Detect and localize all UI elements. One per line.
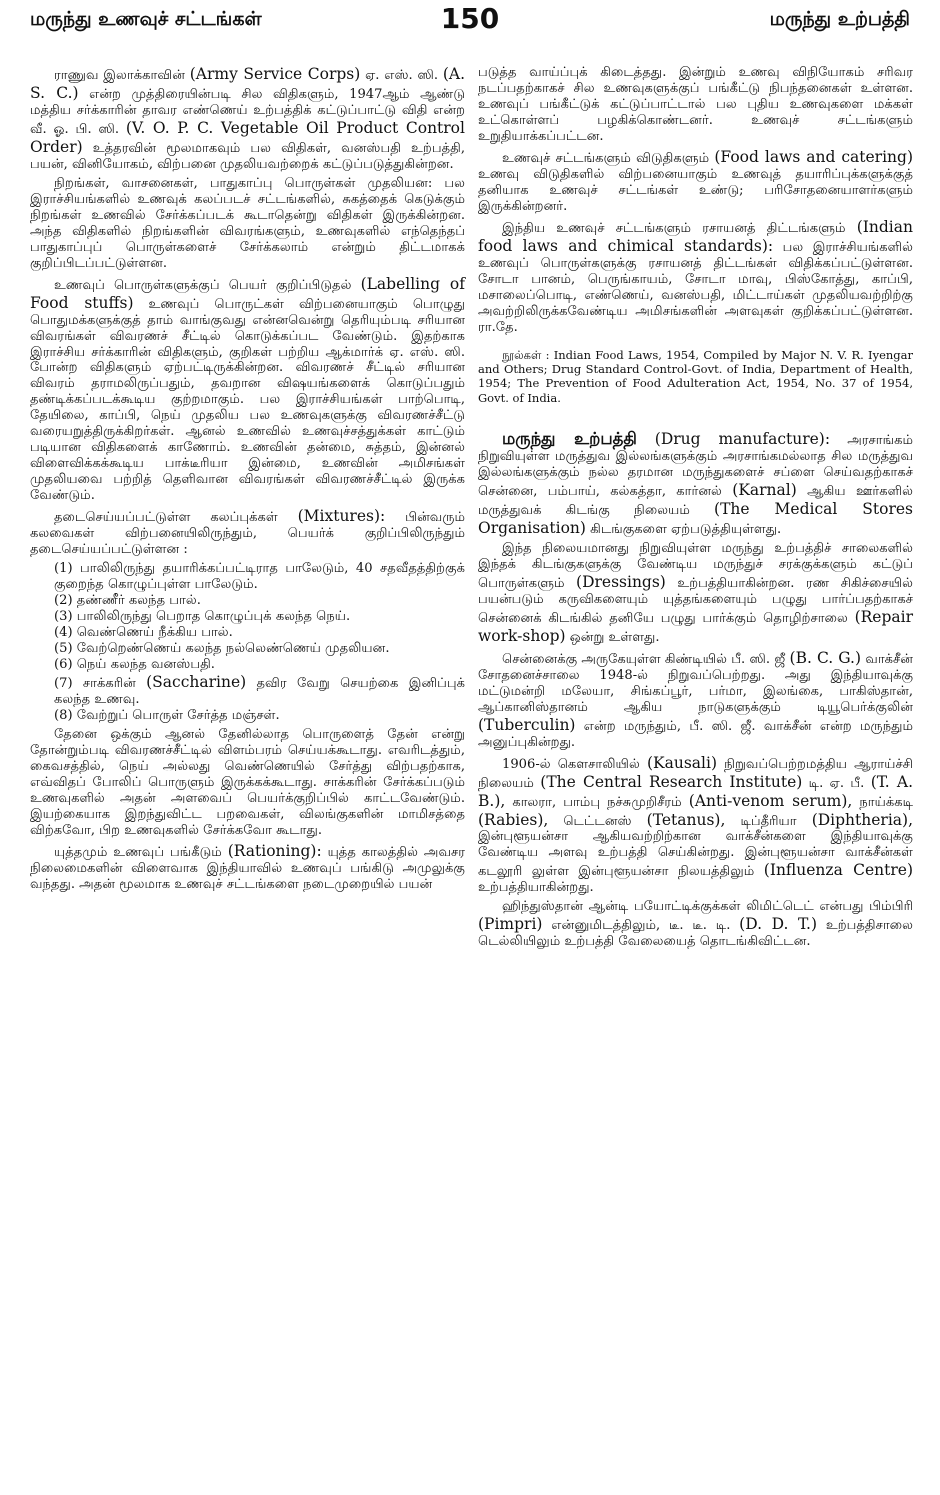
paragraph: ஹிந்துஸ்தான் ஆன்டி பயோட்டிக்குக்கள் லிமிட்டெட் என்பது பிம்பிரி (Pimpri) என்னுமிடத்திலும், டீ. டீ. டி. (D. D. T.) உற்பத்திசாலை டெல்லியிலும் உற்பத்தி வேலையைத் தொடங்கிவிட்டன. bbox=[478, 899, 913, 950]
list-item: (7) சாக்கரின் (Saccharine) தவிர வேறு செயற்கை இனிப்புக் கலந்த உணவு. bbox=[54, 672, 465, 707]
paragraph: தடைசெய்யப்பட்டுள்ள கலப்புக்கள் (Mixtures): பின்வரும் கலவைகள் விற்பனையிலிருந்தும், பெயர்க் குறிப்பிலிருந்தும் தடைசெய்யப்பட்டுள்ளன : bbox=[30, 507, 465, 558]
list-item: (6) நெய் கலந்த வனஸ்பதி. bbox=[54, 656, 215, 672]
page-number: 150 bbox=[440, 2, 500, 35]
right-column bbox=[478, 65, 913, 953]
list-item: (1) பாலிலிருந்து தயாரிக்கப்பட்டிராத பாலேடும், 40 சதவீதத்திற்குக் குறைந்த கொழுப்புள்ள பாலேடும். bbox=[54, 561, 465, 593]
paragraph: ராணுவ இலாக்காவின் (Army Service Corps) ஏ. எஸ். ஸி. (A. S. C.) என்ற முத்திரையின்படி சில விதிகளும், 1947ஆம் ஆண்டு மத்திய சர்க்காரின் தாவர எண்ணெய் உற்பத்திக் கட்டுப்பாட்டு விதி என்ற வீ. ஓ. பி. ஸி. (V. O. P. C. Vegetable Oil Product Control Order) உத்தரவின் மூலமாகவும் பல விதிகள், வனஸ்பதி உற்பத்தி, பயன், வினியோகம், விற்பனை முதலியவற்றைக் கட்டுப்படுத்துகின்றன. bbox=[30, 65, 466, 172]
paragraph: மருந்து உற்பத்தி (Drug manufacture): அரசாங்கம் நிறுவியுள்ள மருத்துவ இல்லங்களுக்கும் அரசாங்கமல்லாத சில மருத்துவ இல்லங்களுக்கும் நல்ல தரமான மருந்துகளைச் சப்ளை செய்வதற்காகச் சென்னை, பம்பாய், கல்கத்தா, கார்னல் (Karnal) ஆகிய ஊர்களில் மருத்துவக் கிடங்கு நிலையம் (The Medical Stores Organisation) கிடங்குகளை ஏற்படுத்தியுள்ளது. bbox=[478, 429, 913, 537]
references: நூல்கள் : Indian Food Laws, 1954, Compiled by Major N. V. R. Iyengar and Others; Drug Standard Control-Govt. of India, Department of Health, 1954; The Prevention of Food Adulteration Act, 1954, No. 37 of 1954, Govt. of India. bbox=[478, 347, 913, 405]
list-item: (2) தண்ணீர் கலந்த பால். bbox=[54, 593, 201, 609]
paragraph: படுத்த வாய்ப்புக் கிடைத்தது. இன்றும் உணவு விநியோகம் சரிவர நடப்பதற்காகச் சில உணவுகளுக்குப் பங்கீட்டு நிபந்தனைகள் உள்ளன. உணவுப் பங்கீட்டுக் கட்டுப்பாட்டால் பல புதிய உணவுகளை மக்கள் உட்கொள்ளப் பழகிக்கொண்டனர். உணவுச் சட்டங்களும் உறுதியாக்கப்பட்டன. bbox=[478, 65, 913, 144]
paragraph: யுத்தமும் உணவுப் பங்கீடும் (Rationing): யுத்த காலத்தில் அவசர நிலைமைகளின் விளைவாக இந்தியாவில் உணவுப் பங்கிடு அமுலுக்கு வந்தது. அதன் மூலமாக உணவுச் சட்டங்களை நடைமுறையில் பயன் bbox=[30, 841, 465, 892]
left-column bbox=[30, 65, 465, 895]
paragraph: உணவுச் சட்டங்களும் விடுதிகளும் (Food laws and catering) உணவு விடுதிகளில் விற்பனையாகும் உணவுத் தயாரிப்புக்களுக்குத் தனியாக உணவுச் சட்டங்கள் உண்டு; பரிசோதனையாளர்களும் இருக்கின்றனர். bbox=[478, 147, 913, 214]
entry-title: மருந்து உற்பத்தி bbox=[502, 429, 637, 448]
list-item: (3) பாலிலிருந்து பெறாத கொழுப்புக் கலந்த நெய். bbox=[54, 609, 351, 624]
page-header bbox=[30, 2, 910, 48]
paragraph: சென்னைக்கு அருகேயுள்ள கிண்டியில் பீ. ஸி. ஜீ (B. C. G.) வாக்சீன் சோதனைச்சாலை 1948-ல் நிறுவப்பெற்றது. அது இந்தியாவுக்கு மட்டுமன்றி மலேயா, சிங்கப்பூர், பர்மா, இலங்கை, பாகிஸ்தான், ஆப்கானிஸ்தானம் ஆகிய நாடுகளுக்கும் டியூபெர்க்குலின் (Tuberculin) என்ற மருந்தும், பீ. ஸி. ஜீ. வாக்சீன் என்ற மருந்தும் அனுப்புகின்றது. bbox=[478, 648, 913, 750]
running-head-left: மருந்து உணவுச் சட்டங்கள் bbox=[30, 8, 262, 30]
paragraph: இந்த நிலையமானது நிறுவியுள்ள மருந்து உற்பத்திச் சாலைகளில் இந்தக் கிடங்குகளுக்கு வேண்டிய மருந்துச் சரக்குக்களும் கட்டுப் பொருள்களும் (Dressings) உற்பத்தியாகின்றன. ரண சிகிச்சையில் பயன்படும் கருவிகளையும் யுத்தங்களையும் பழுது பார்ப்பதற்காகச் சென்னைக் கிடங்கில் தனியே பழுது பார்க்கும் தொழிற்சாலை (Repair work-shop) ஒன்று உள்ளது. bbox=[478, 540, 913, 645]
running-head-right: மருந்து உற்பத்தி bbox=[769, 8, 910, 30]
list-item: (4) வெண்ணெய் நீக்கிய பால். bbox=[54, 624, 233, 640]
paragraph: தேனை ஒக்கும் ஆனல் தேனில்லாத பொருளைத் தேன் என்று தோன்றும்படி விவரணச்சீட்டில் விளம்பரம் செய்யக்கூடாது. எவரிடத்தும், கைவசத்தில், நெய் அல்லது வெண்ணெயில் சேர்த்து விற்பதற்காக, எவ்விதப் போலிப் பொருளும் இருக்கக்கூடாது. சாக்கரின் சேர்க்கப்படும் உணவுகளில் அதன் அளவைப் பெயர்க்குறிப்பில் காட்டவேண்டும். இயற்கையாக இறந்துவிட்ட பறவைகள், விலங்குகளின் மாமிசத்தை விற்கவோ, பிற உணவுகளில் சேர்க்கவோ கூடாது. bbox=[30, 726, 465, 838]
paragraph: நிறங்கள், வாசனைகள், பாதுகாப்பு பொருள்கள் முதலியன: பல இராச்சியங்களில் உணவுக் கலப்படச் சட்டங்களில், சுகத்தைக் கெடுக்கும் நிறங்கள் உணவில் சேர்க்கப்படக் கூடாதென்று விதிகள் இருக்கின்றன. அந்த விதிகளில் நிறங்களின் விவரங்களும், உணவுகளில் எந்தெந்தப் பாதுகாப்புப் பொருள்களைச் சேர்க்கலாம் என்றும் திட்டமாகக் குறிப்பிடப்பட்டுள்ளன. bbox=[30, 175, 465, 271]
list-item: (5) வேற்றெண்ணெய் கலந்த நல்லெண்ணெய் முதலியன. bbox=[54, 640, 390, 656]
list-item: (8) வேற்றுப் பொருள் சேர்த்த மஞ்சள். bbox=[54, 707, 280, 723]
paragraph: இந்திய உணவுச் சட்டங்களும் ரசாயனத் திட்டங்களும் (Indian food laws and chimical standards): பல இராச்சியங்களில் உணவுப் பொருள்களுக்கு ரசாயனத் திட்டங்கள் விதிக்கப்பட்டுள்ளன. சோடா பானம், பெருங்காயம், சோடா மாவு, பிஸ்கோத்து, காப்பி, மசாலைப்பொடி, எண்ணெய், வனஸ்பதி, மிட்டாய்கள் முதலியவற்றிற்கு அவற்றிலிருக்கவேண்டிய அமிசங்களின் அளவுகள் குறிக்கப்பட்டுள்ளன. ரா.தே. bbox=[478, 217, 913, 335]
paragraph: 1906-ல் கௌசாலியில் (Kausali) நிறுவப்பெற்றமத்திய ஆராய்ச்சி நிலையம் (The Central Research Institute) டி. ஏ. பீ. (T. A. B.), காலரா, பாம்பு நச்சுமுறிசீரம் (Anti-venom serum), நாய்க்கடி (Rabies), டெட்டனஸ் (Tetanus), டிப்தீரியா (Diphtheria), இன்புளூயன்சா ஆகியவற்றிற்கான வாக்சீன்களை இந்தியாவுக்கு வேண்டிய அளவு உற்பத்தி செய்கின்றது. இன்புளூயன்சா வாக்சீன்கள் கடலூரி லுள்ள இன்புளூயன்சா நிலயத்திலும் (Influenza Centre) உற்பத்தியாகின்றது. bbox=[478, 753, 914, 896]
paragraph: உணவுப் பொருள்களுக்குப் பெயர் குறிப்பிடுதல் (Labelling of Food stuffs) உணவுப் பொருட்கள் விற்பனையாகும் பொழுது பொதுமக்களுக்குத் தாம் வாங்குவது என்னவென்று தெரியும்படி சரியான விவரங்கள் விவரணச் சீட்டில் கொடுக்கப்பட வேண்டும். இதற்காக இராச்சிய சர்க்காரின் விதிகளும், குறிகள் பற்றிய ஆக்மார்க் ஏ. எஸ். ஸி. போன்ற விதிகளும் ஏற்பட்டிருக்கின்றன. விவரணச் சீட்டில் சரியான விவரம் தராமலிருப்பதும், தவறான விஷயங்களைக் கொடுப்பதும் தண்டிக்கப்படக்கூடிய குற்றமாகும். பல இராச்சியங்கள் பாற்பொடி, தேயிலை, காப்பி, நெய் முதலிய பல உணவுகளுக்கு விவரணச்சீட்டு வரையறுத்திருக்கிறர்கள். ஆனல் உணவில் உணவுச்சத்துக்கள் காட்டும் படியான விதிகளைக் காணோம். உணவின் தன்மை, சுத்தம், இன்னல் விளைவிக்கக்கூடிய பாக்டீரியா இன்மை, உணவின் அமிசங்கள் முதலியவை பற்றித் தெளிவான விவரங்கள் விவரணச்சீட்டில் இருக்க வேண்டும். bbox=[30, 274, 466, 504]
